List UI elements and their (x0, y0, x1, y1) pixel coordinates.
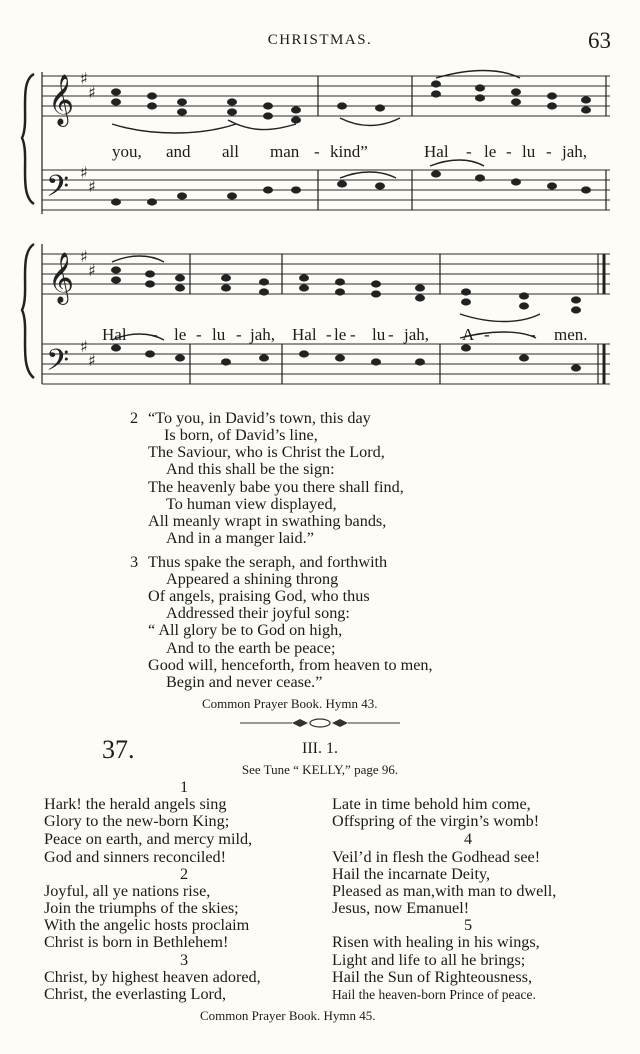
stanza-number: 3 (180, 951, 189, 969)
hymn-meter: III. 1. (302, 740, 338, 757)
bass-clef-icon: 𝄢 (46, 344, 70, 385)
stanza-number: 2 (180, 865, 189, 883)
hymn-36-source: Common Prayer Book. Hymn 43. (202, 696, 378, 711)
svg-text:♯: ♯ (88, 177, 96, 196)
brace-icon (22, 74, 34, 204)
bass-staff-2 (42, 344, 610, 384)
hymn-number: 37. (102, 735, 135, 764)
svg-text:♯: ♯ (80, 337, 88, 356)
treble-clef-icon: 𝄞 (48, 74, 75, 125)
treble-notes-1 (111, 80, 591, 123)
running-header: CHRISTMAS. (267, 32, 373, 48)
bass-clef-icon: 𝄢 (46, 170, 70, 211)
bass-staff-1 (42, 170, 610, 210)
page-number: 63 (588, 28, 611, 53)
verse-number: 3 (130, 553, 139, 571)
treble-clef-icon: 𝄞 (48, 252, 75, 303)
svg-text:♯: ♯ (88, 351, 96, 370)
hymn-37-source: Common Prayer Book. Hymn 45. (200, 1008, 376, 1023)
svg-text:♯: ♯ (88, 261, 96, 280)
svg-text:♯: ♯ (80, 247, 88, 266)
treble-notes-2 (111, 266, 581, 313)
stanza-number: 5 (464, 916, 473, 934)
stanza-number: 4 (464, 830, 473, 848)
treble-staff-2 (42, 254, 610, 294)
brace-icon (22, 244, 34, 378)
ornament-divider-icon (240, 716, 400, 730)
svg-text:♯: ♯ (80, 163, 88, 182)
verse-number: 2 (130, 409, 139, 427)
stanza-number: 1 (180, 778, 189, 796)
svg-text:♯: ♯ (80, 69, 88, 88)
bass-notes-2 (111, 344, 581, 371)
treble-staff-1 (42, 76, 610, 116)
svg-text:♯: ♯ (88, 83, 96, 102)
music-system-2 (0, 234, 640, 404)
tune-reference: See Tune “ KELLY,” page 96. (241, 762, 399, 777)
